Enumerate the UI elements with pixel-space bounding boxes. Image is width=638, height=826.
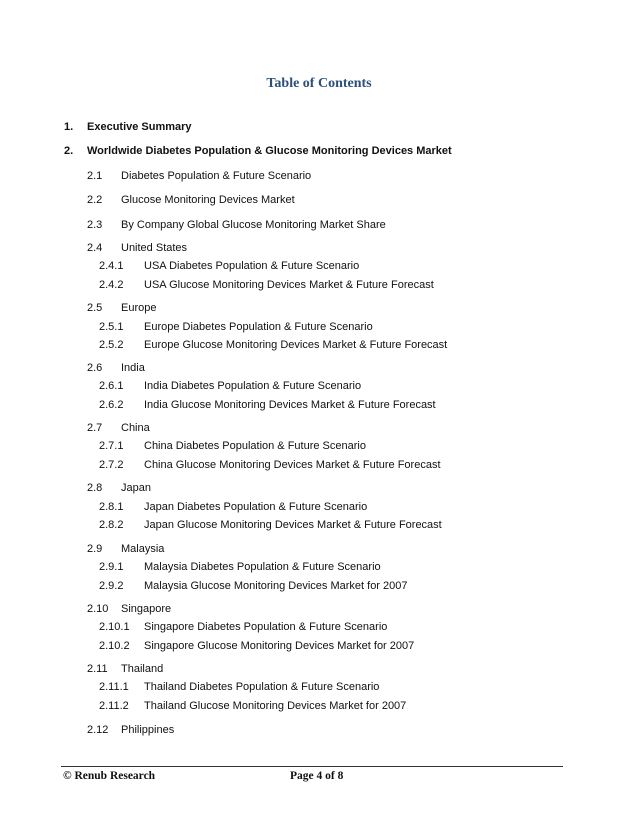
toc-number: 2.10: [87, 603, 109, 615]
toc-number: 2.11: [87, 663, 108, 675]
toc-text: Japan Diabetes Population & Future Scenario: [144, 501, 368, 513]
toc-number: 2.8: [87, 482, 103, 494]
toc-text: Europe Diabetes Population & Future Scenario: [144, 321, 373, 333]
toc-number: 2.9.1: [99, 561, 124, 573]
toc-number: 2.7: [87, 422, 103, 434]
toc-text: India Glucose Monitoring Devices Market & Future Forecast: [144, 399, 436, 411]
toc-number: 2.2: [87, 194, 103, 206]
toc-text: Malaysia Glucose Monitoring Devices Market for 2007: [144, 580, 408, 592]
toc-number: 2.6.2: [99, 399, 124, 411]
toc-text: Diabetes Population & Future Scenario: [121, 170, 312, 182]
toc-number: 2.4: [87, 242, 103, 254]
toc-text: Worldwide Diabetes Population & Glucose Monitoring Devices Market: [87, 145, 452, 157]
toc-text: Thailand: [121, 663, 164, 675]
toc-text: Thailand Diabetes Population & Future Scenario: [144, 681, 380, 693]
footer-page-number: Page 4 of 8: [290, 770, 344, 782]
toc-number: 2.11.1: [99, 681, 129, 693]
toc-text: USA Glucose Monitoring Devices Market & Future Forecast: [144, 279, 434, 291]
toc-text: Japan: [121, 482, 151, 494]
toc-number: 2.9: [87, 543, 103, 555]
toc-number: 2.5: [87, 302, 103, 314]
toc-number: 2.6.1: [99, 380, 124, 392]
page-title: Table of Contents: [266, 76, 372, 91]
toc-number: 2.: [64, 145, 74, 157]
toc-number: 2.5.1: [99, 321, 124, 333]
toc-number: 2.4.1: [99, 260, 124, 272]
toc-text: Malaysia Diabetes Population & Future Scenario: [144, 561, 381, 573]
toc-number: 2.7.1: [99, 440, 124, 452]
toc-text: Singapore: [121, 603, 172, 615]
toc-number: 2.4.2: [99, 279, 124, 291]
toc-text: Executive Summary: [87, 121, 192, 133]
toc-text: Singapore Glucose Monitoring Devices Market for 2007: [144, 640, 415, 652]
toc-number: 2.11.2: [99, 700, 129, 712]
toc-text: China: [121, 422, 150, 434]
toc-text: Europe Glucose Monitoring Devices Market & Future Forecast: [144, 339, 448, 351]
toc-text: Philippines: [121, 724, 175, 736]
toc-text: India Diabetes Population & Future Scenario: [144, 380, 362, 392]
toc-text: Glucose Monitoring Devices Market: [121, 194, 295, 206]
toc-text: United States: [121, 242, 188, 254]
toc-text: Europe: [121, 302, 157, 314]
footer-copyright: © Renub Research: [63, 770, 156, 782]
toc-text: By Company Global Glucose Monitoring Market Share: [121, 219, 386, 231]
toc-number: 2.8.1: [99, 501, 124, 513]
toc-text: China Glucose Monitoring Devices Market & Future Forecast: [144, 459, 441, 471]
footer-divider: [61, 766, 563, 767]
toc-text: Malaysia: [121, 543, 165, 555]
toc-number: 2.12: [87, 724, 109, 736]
toc-text: China Diabetes Population & Future Scenario: [144, 440, 366, 452]
toc-number: 2.5.2: [99, 339, 124, 351]
toc-text: USA Diabetes Population & Future Scenario: [144, 260, 360, 272]
toc-number: 2.7.2: [99, 459, 124, 471]
toc-number: 2.1: [87, 170, 103, 182]
toc-text: Japan Glucose Monitoring Devices Market & Future Forecast: [144, 519, 442, 531]
toc-number: 2.3: [87, 219, 103, 231]
toc-number: 2.10.2: [99, 640, 130, 652]
toc-number: 2.8.2: [99, 519, 124, 531]
toc-text: Thailand Glucose Monitoring Devices Market for 2007: [144, 700, 407, 712]
toc-text: Singapore Diabetes Population & Future Scenario: [144, 621, 388, 633]
toc-text: India: [121, 362, 145, 374]
toc-number: 2.6: [87, 362, 103, 374]
toc-number: 1.: [64, 121, 74, 133]
toc-number: 2.10.1: [99, 621, 130, 633]
toc-number: 2.9.2: [99, 580, 124, 592]
